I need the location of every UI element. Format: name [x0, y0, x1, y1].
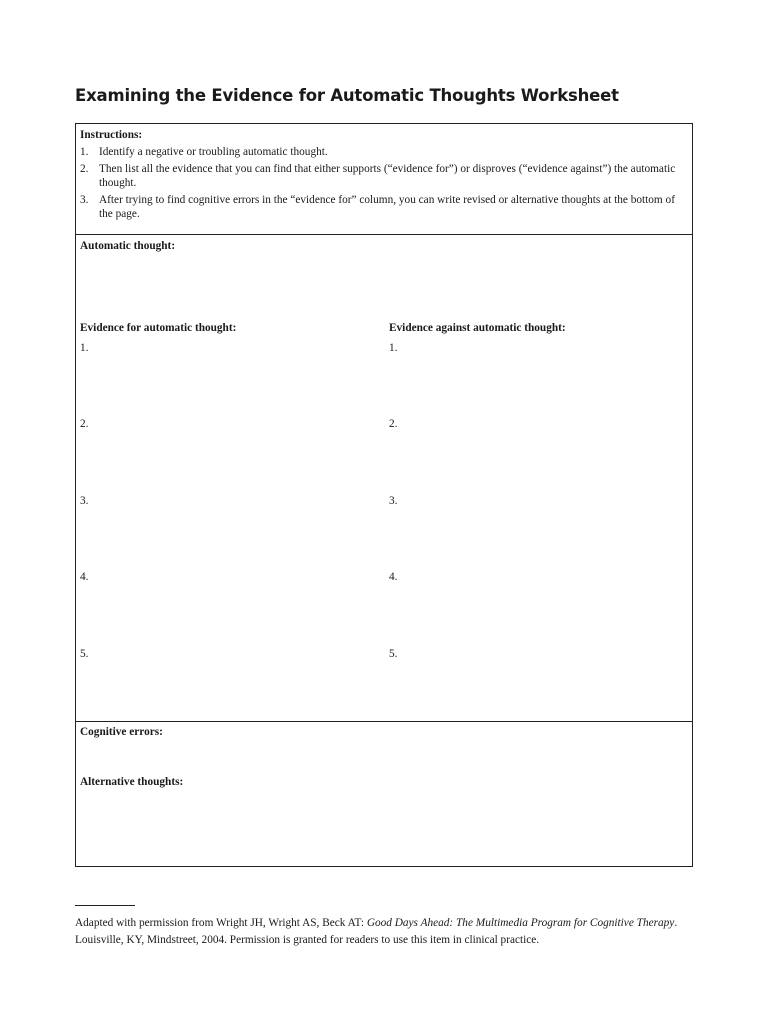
footnote-rule — [75, 905, 135, 906]
evidence-against-item-number: 5. — [389, 648, 398, 660]
evidence-section — [76, 235, 692, 722]
footnote — [75, 915, 705, 949]
errors-section — [76, 722, 692, 866]
worksheet-title: Examining the Evidence for Automatic Thoughts Worksheet — [75, 86, 619, 105]
evidence-against-item-number: 2. — [389, 418, 398, 430]
instruction-text: After trying to find cognitive errors in the “evidence for” column, you can write revised or alternative thoughts at the bottom of the page. — [99, 194, 675, 220]
cognitive-errors-label: Cognitive errors: — [80, 726, 163, 738]
instructions-label: Instructions: — [80, 129, 143, 141]
instruction-text: Identify a negative or troubling automatic thought. — [99, 146, 328, 158]
evidence-for-item-number: 1. — [80, 342, 89, 354]
evidence-for-item-number: 2. — [80, 418, 89, 430]
evidence-for-item-number: 3. — [80, 495, 89, 507]
instruction-item — [80, 145, 687, 159]
instruction-number: 3. — [80, 194, 89, 206]
instruction-number: 2. — [80, 163, 89, 175]
evidence-against-label: Evidence against automatic thought: — [389, 322, 566, 334]
evidence-for-item-number: 4. — [80, 571, 89, 583]
instructions-list — [80, 145, 687, 221]
alternative-thoughts-label: Alternative thoughts: — [80, 776, 184, 788]
evidence-against-item-number: 4. — [389, 571, 398, 583]
instructions-section — [76, 124, 692, 235]
footnote-suffix: . Louisville, KY, Mindstreet, 2004. Permission is granted for readers to use this item in clinical practice. — [75, 917, 678, 946]
evidence-for-label: Evidence for automatic thought: — [80, 322, 237, 334]
footnote-prefix: Adapted with permission from Wright JH, Wright AS, Beck AT: — [75, 917, 367, 929]
automatic-thought-label: Automatic thought: — [80, 240, 176, 252]
evidence-for-item-number: 5. — [80, 648, 89, 660]
worksheet-frame — [75, 123, 693, 867]
instruction-item — [80, 162, 687, 190]
evidence-against-item-number: 3. — [389, 495, 398, 507]
instruction-number: 1. — [80, 146, 89, 158]
instruction-text: Then list all the evidence that you can find that either supports (“evidence for”) or disproves (“evidence against”) the automatic thought. — [99, 163, 676, 189]
evidence-against-item-number: 1. — [389, 342, 398, 354]
footnote-book-title: Good Days Ahead: The Multimedia Program for Cognitive Therapy — [366, 917, 675, 929]
instruction-item — [80, 193, 687, 221]
